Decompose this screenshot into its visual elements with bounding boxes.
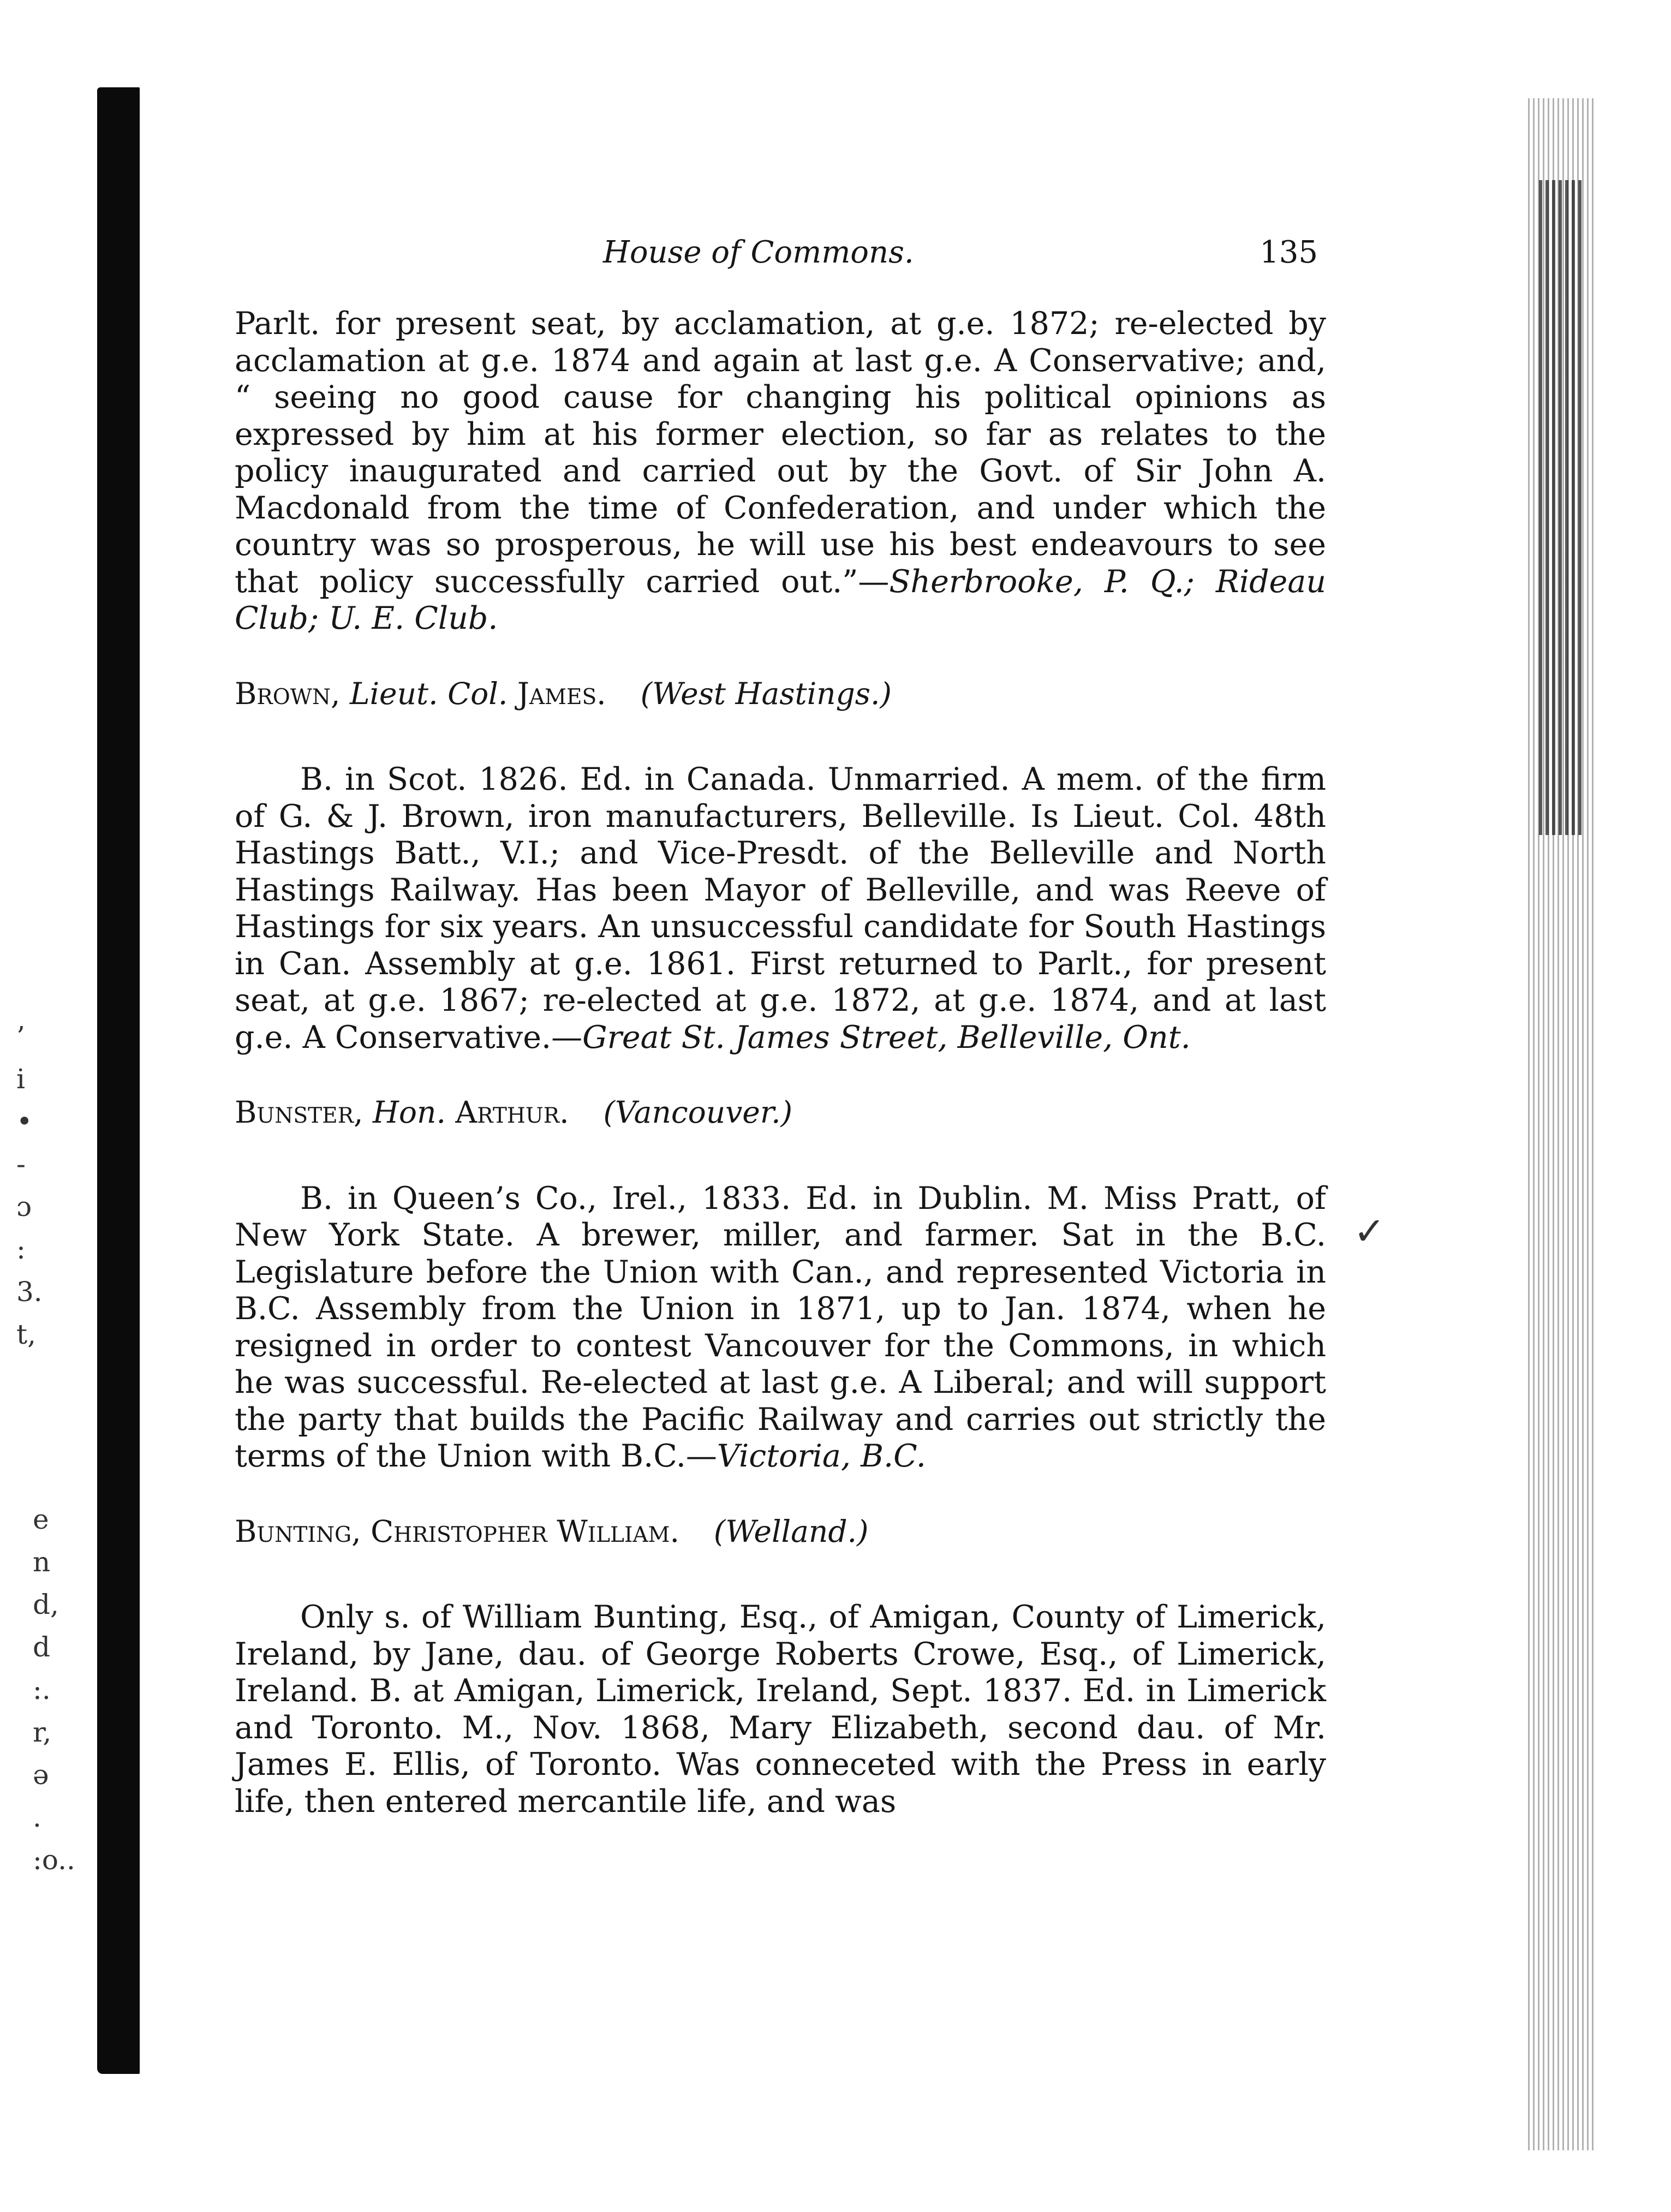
entry-paragraph <box>235 1599 1326 1820</box>
entry-paragraph <box>235 1180 1326 1475</box>
left-margin-fragments <box>16 1015 93 1356</box>
margin-fragment: r, <box>33 1716 52 1748</box>
entry-title: Hon. <box>372 1095 446 1130</box>
entry-constituency: (Vancouver.) <box>603 1095 793 1130</box>
document-page <box>235 235 1326 1820</box>
margin-fragment: :o.. <box>33 1844 75 1876</box>
margin-fragment: e <box>33 1504 49 1535</box>
entry-surname: Bunting, <box>235 1513 361 1549</box>
entry-given-name: James. <box>517 676 606 711</box>
entry-continuation <box>235 306 1326 637</box>
entry-given-name: Christopher William. <box>371 1513 679 1549</box>
margin-fragment: . <box>33 1802 41 1833</box>
entry-constituency: (Welland.) <box>713 1513 869 1549</box>
margin-fragment: : <box>16 1233 26 1265</box>
running-head <box>235 235 1326 284</box>
entry-address: Victoria, B.C. <box>717 1438 926 1474</box>
entry-surname: Bunster, <box>235 1095 363 1130</box>
entry-heading <box>235 1094 1326 1131</box>
entry-given-name: Arthur. <box>455 1095 569 1130</box>
margin-fragment: ɔ <box>16 1191 32 1223</box>
margin-fragment: ’ <box>16 1021 25 1052</box>
margin-fragment: d <box>33 1631 51 1663</box>
margin-fragment: - <box>16 1148 26 1180</box>
entry-body: Only s. of William Bunting, Esq., of Amigan, County of Limerick, Ireland, by Jane, dau. of George Roberts Crowe, Esq., of Limerick, Ireland. B. at Amigan, Limerick, Ireland, Sept. 1837. Ed. in Limerick and Toronto. M., Nov. 1868, Mary Elizabeth, second dau. of Mr. James E. Ellis, of Toronto. Was conneceted with the Press in early life, then entered mercantile life, and was <box>235 1599 1326 1820</box>
entry-paragraph <box>235 761 1326 1056</box>
entry-address: Great St. James Street, Belleville, Ont. <box>582 1019 1191 1056</box>
entry-title: Lieut. Col. <box>349 676 508 711</box>
entry-constituency: (West Hastings.) <box>640 676 892 711</box>
margin-fragment: • <box>16 1106 33 1137</box>
margin-fragment: i <box>16 1063 25 1095</box>
entry-address: Sherbrooke, P. Q.; Rideau Club; U. E. Club. <box>235 563 1326 636</box>
entry-body: B. in Scot. 1826. Ed. in Canada. Unmarried. A mem. of the firm of G. & J. Brown, iron manufacturers, Belleville. Is Lieut. Col. 48th Hastings Batt., V.I.; and Vice-Presdt. of the Belleville and North Hastings Railway. Has been Mayor of Belleville, and was Reeve of Hastings for six years. An unsuccessful candidate for South Hastings in Can. Assembly at g.e. 1861. First returned to Parlt., for present seat, at g.e. 1867; re-elected at g.e. 1872, at g.e. 1874, and at last g.e. A Conservative.— <box>235 761 1326 1056</box>
entry-body: B. in Queen’s Co., Irel., 1833. Ed. in Dublin. M. Miss Pratt, of New York State. A brewer, miller, and farmer. Sat in the B.C. Legislature before the Union with Can., and represented Victoria in B.C. Assembly from the Union in 1871, up to Jan. 1874, when he resigned in order to contest Vancouver for the Commons, in which he was successful. Re-elected at last g.e. A Liberal; and will support the party that builds the Pacific Railway and carries out strictly the terms of the Union with B.C.— <box>235 1180 1326 1474</box>
left-margin-fragments-lower <box>33 1498 98 1881</box>
page-number: 135 <box>1260 235 1318 270</box>
entry-body: Parlt. for present seat, by acclamation, at g.e. 1872; re-elected by acclamation at g.e. 1874 and again at last g.e. A Conservative; and, “ seeing no good cause for changing his political opinions as expressed by him at his former election, so far as relates to the policy inaugurated and carried out by the Govt. of Sir John A. Macdonald from the time of Confederation, and under which the country was so prosperous, he will use his best endeavours to see that policy successfully carried out.”— <box>235 306 1326 600</box>
running-title: House of Commons. <box>603 235 914 270</box>
adjacent-page-edge-dark <box>1539 180 1583 835</box>
entry-heading <box>235 1513 1326 1551</box>
margin-fragment: :. <box>33 1674 51 1706</box>
margin-fragment: n <box>33 1546 51 1578</box>
margin-fragment: 3. <box>16 1276 43 1308</box>
margin-fragment: ə <box>33 1759 49 1791</box>
binding-shadow <box>97 87 140 2074</box>
entry-heading <box>235 676 1326 713</box>
pencil-check-mark: ✓ <box>1353 1209 1386 1254</box>
margin-fragment: t, <box>16 1319 36 1350</box>
entry-surname: Brown, <box>235 676 341 711</box>
margin-fragment: d, <box>33 1589 59 1620</box>
